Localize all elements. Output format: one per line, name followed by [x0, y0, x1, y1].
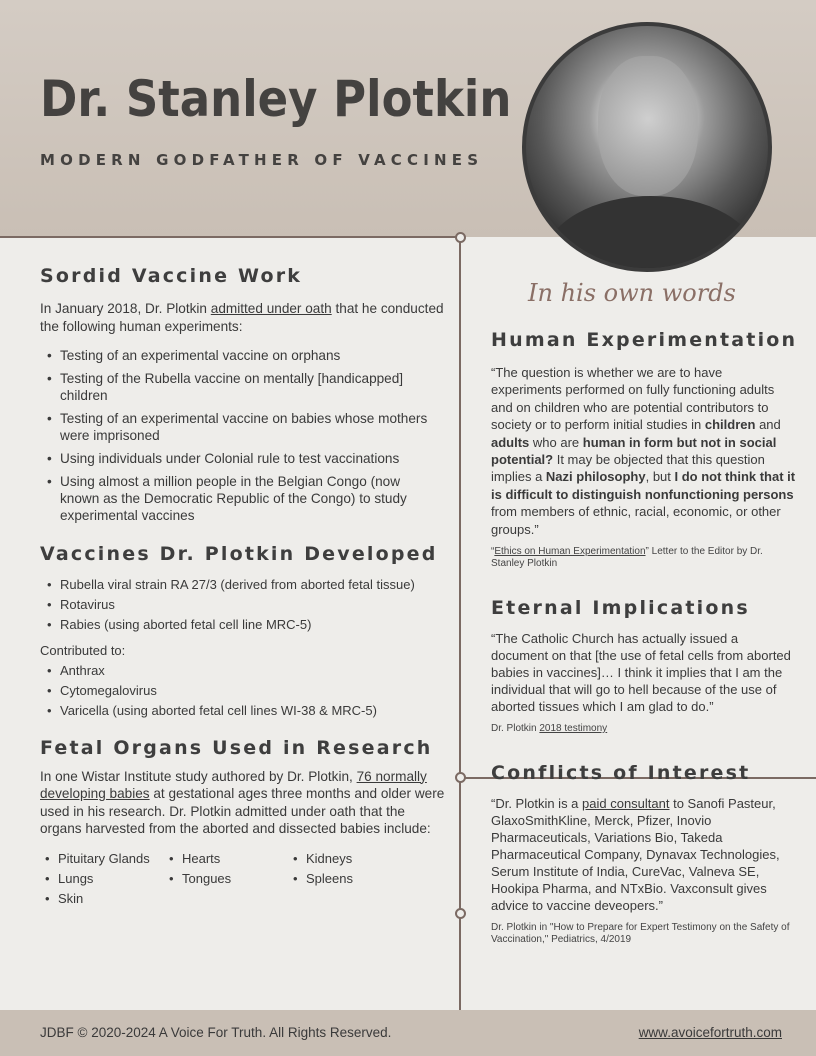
copyright: JDBF © 2020-2024 A Voice For Truth. All Rights Reserved.	[40, 1025, 392, 1040]
quote-emphasis: I do not think that it is difficult to distinguish nonfunctioning persons	[491, 469, 796, 502]
quote-text: and	[755, 417, 781, 433]
website-link[interactable]: www.avoicefortruth.com	[638, 1025, 782, 1040]
divider-node	[455, 908, 466, 919]
list-item: • Lungs	[40, 870, 164, 887]
divider	[0, 236, 456, 238]
right-column	[491, 278, 796, 946]
developed-list	[40, 576, 445, 636]
eternal-quote: “The Catholic Church has actually issued a document on that [the use of fetal cells from aborted babies in vaccines]… I think it implies that I am the individual that will go to hell because of the use of aborted tissues which I am glad to do.”	[491, 631, 791, 715]
list-item: • Rabies (using aborted fetal cell line MRC-5)	[42, 616, 445, 633]
list-item: • Kidneys	[288, 850, 412, 867]
divider-node	[455, 772, 466, 783]
ethics-article-link[interactable]: Ethics on Human Experimentation	[494, 546, 646, 558]
list-item: • Using individuals under Colonial rule to test vaccinations	[42, 450, 430, 467]
experiments-list	[40, 347, 430, 530]
list-item: • Pituitary Glands	[40, 850, 164, 867]
page-subtitle: MODERN GODFATHER OF VACCINES	[40, 151, 484, 169]
76-babies-link[interactable]: 76 normally developing babies	[40, 768, 427, 801]
list-item: • Varicella (using aborted fetal cell lines WI-38 & MRC-5)	[42, 702, 445, 719]
list-item: • Rotavirus	[42, 596, 445, 613]
human-source: “Ethics on Human Experimentation” Letter to the Editor by Dr. Stanley Plotkin	[491, 546, 763, 570]
divider	[459, 240, 461, 1010]
quote-text: from members of ethnic, racial, economic, or other groups.”	[491, 504, 781, 537]
conflicts-source: Dr. Plotkin in "How to Prepare for Expert Testimony on the Safety of Vaccination," Pediatrics, 4/2019	[491, 922, 790, 946]
fetal-intro: In one Wistar Institute study authored by Dr. Plotkin, 76 normally developing babies at gestational ages three months and older were used in his research. Dr. Plotkin admitted under oath that the organs harvested from the aborted and dissected babies include:	[40, 768, 445, 836]
divider-node	[455, 232, 466, 243]
section-heading: Vaccines Dr. Plotkin Developed	[40, 543, 438, 565]
section-heading: Conflicts of Interest	[491, 762, 751, 785]
list-item: • Spleens	[288, 870, 412, 887]
human-quote	[491, 364, 796, 538]
list-item: • Testing of an experimental vaccine on babies whose mothers were imprisoned	[42, 410, 430, 444]
quote-emphasis: Nazi philosophy	[545, 469, 646, 485]
portrait-photo	[522, 22, 772, 272]
list-item: • Using almost a million people in the Belgian Congo (now known as the Democratic Republic of the Congo) to study experimental vaccines	[42, 473, 430, 524]
quote-emphasis: children	[704, 417, 756, 433]
list-item: • Cytomegalovirus	[42, 682, 445, 699]
footer	[0, 1010, 816, 1056]
quote-emphasis: adults	[491, 434, 530, 450]
quote-text: who are	[529, 434, 583, 450]
sordid-intro: In January 2018, Dr. Plotkin admitted under oath that he conducted the following human experiments:	[40, 301, 444, 334]
quote-text: It may be objected that this question implies a	[491, 452, 765, 485]
list-item: • Tongues	[164, 870, 288, 887]
contributed-list	[40, 662, 445, 722]
left-column	[40, 264, 445, 910]
section-heading: Eternal Implications	[491, 597, 750, 620]
contributed-label: Contributed to:	[40, 643, 126, 658]
list-item: • Skin	[40, 890, 164, 907]
quote-emphasis: human in form but not in social potential?	[491, 434, 777, 468]
script-heading: In his own words	[528, 279, 736, 307]
quote-text: “The question is whether we are to have experiments performed on fully functioning adults and on children who are potential contributors to society or to perform initial studies in	[491, 365, 775, 433]
quote-text: , but	[645, 469, 675, 485]
conflicts-quote: “Dr. Plotkin is a paid consultant to Sanofi Pasteur, GlaxoSmithKline, Merck, Pfizer, Inovio Pharmaceuticals, Variations Bio, Takeda Pharmaceutical Company, Dynavax Technologies, Serum Institute of India, CureVac, Valneva SE, Hookipa Pharma, and NTxBio. Vaxconsult gives advice to vaccine deveopers.”	[491, 796, 780, 914]
testimony-link[interactable]: 2018 testimony	[539, 723, 608, 735]
section-heading: Fetal Organs Used in Research	[40, 736, 433, 759]
list-item: • Hearts	[164, 850, 288, 867]
section-heading: Sordid Vaccine Work	[40, 265, 303, 287]
list-item: • Testing of an experimental vaccine on orphans	[42, 347, 430, 364]
paid-consultant-link[interactable]: paid consultant	[582, 796, 670, 812]
list-item: • Anthrax	[42, 662, 445, 679]
section-heading: Human Experimentation	[491, 329, 798, 351]
admitted-under-oath-link[interactable]: admitted under oath	[210, 301, 332, 316]
page-title: Dr. Stanley Plotkin	[40, 70, 512, 128]
eternal-source: Dr. Plotkin 2018 testimony	[491, 723, 608, 735]
list-item: • Rubella viral strain RA 27/3 (derived from aborted fetal tissue)	[42, 576, 445, 593]
organs-list	[40, 850, 445, 910]
list-item: • Testing of the Rubella vaccine on mentally [handicapped] children	[42, 370, 430, 404]
